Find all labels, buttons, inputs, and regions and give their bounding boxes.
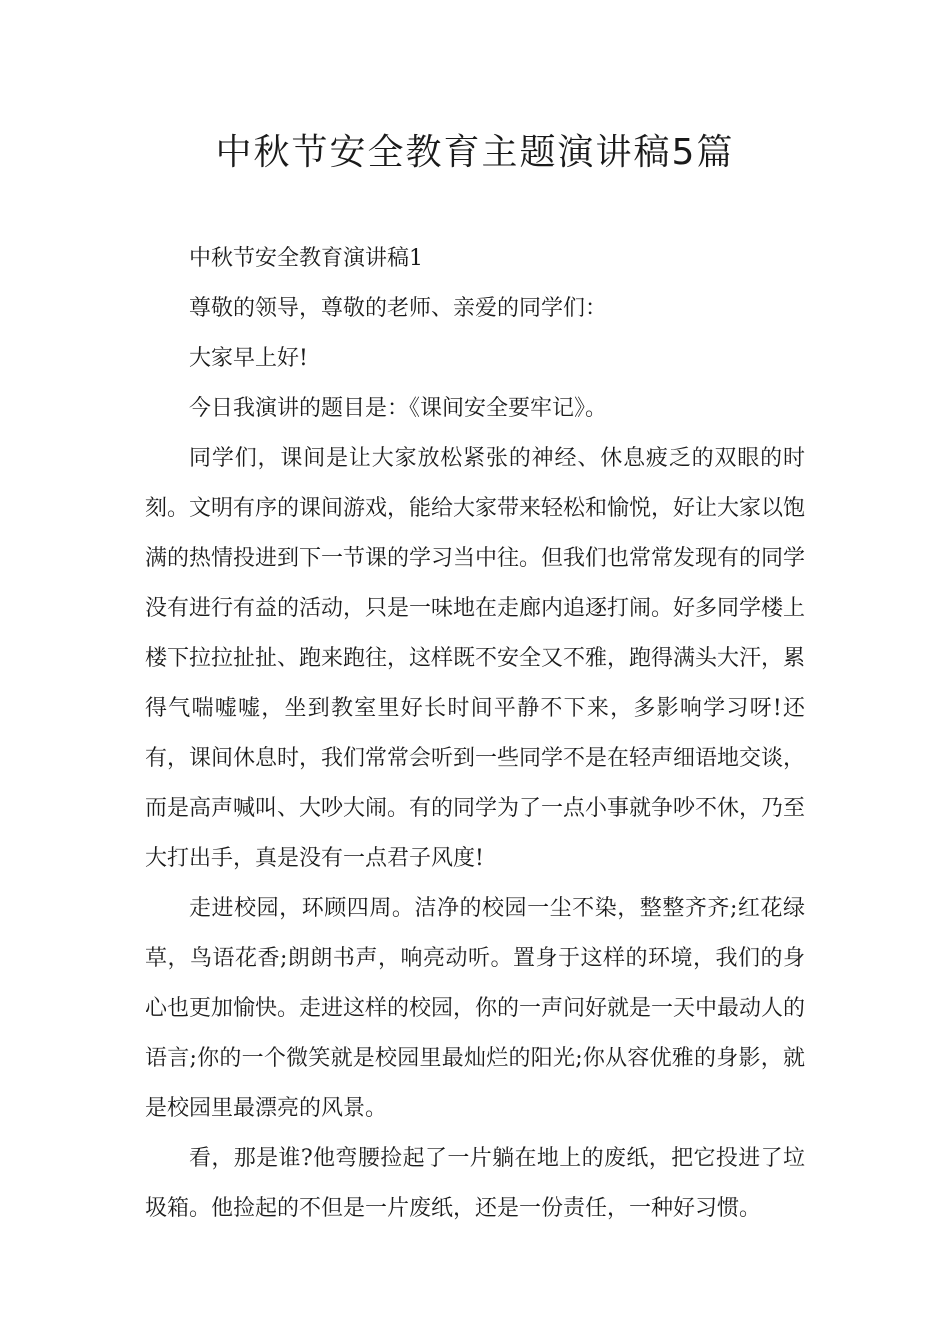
document-title: 中秋节安全教育主题演讲稿5篇 — [215, 132, 735, 173]
body-paragraph: 看，那是谁?他弯腰捡起了一片躺在地上的废纸，把它投进了垃圾箱。他捡起的不但是一片废纸，还是一份责任，一种好习惯。 — [145, 1146, 805, 1221]
body-paragraph: 同学们，课间是让大家放松紧张的神经、休息疲乏的双眼的时刻。文明有序的课间游戏，能给大家带来轻松和愉悦，好让大家以饱满的热情投进到下一节课的学习当中往。但我们也常常发现有的同学没有进行有益的活动，只是一味地在走廊内追逐打闹。好多同学楼上楼下拉拉扯扯、跑来跑往，这样既不安全又不雅，跑得满头大汗，累得气喘嘘嘘，坐到教室里好长时间平静不下来，多影响学习呀!还有，课间休息时，我们常常会听到一些同学不是在轻声细语地交谈，而是高声喊叫、大吵大闹。有的同学为了一点小事就争吵不休，乃至大打出手，真是没有一点君子风度! — [145, 446, 806, 871]
section-heading: 中秋节安全教育演讲稿1 — [189, 246, 423, 271]
document-body — [145, 234, 805, 1234]
greeting: 大家早上好! — [189, 346, 308, 371]
body-paragraph: 走进校园，环顾四周。洁净的校园一尘不染，整整齐齐;红花绿草，鸟语花香;朗朗书声，响亮动听。置身于这样的环境，我们的身心也更加愉快。走进这样的校园，你的一声问好就是一天中最动人的语言;你的一个微笑就是校园里最灿烂的阳光;你从容优雅的身影，就是校园里最漂亮的风景。 — [145, 896, 806, 1121]
salutation: 尊敬的领导，尊敬的老师、亲爱的同学们： — [189, 296, 608, 321]
speech-topic: 今日我演讲的题目是：《课间安全要牢记》。 — [189, 396, 608, 421]
